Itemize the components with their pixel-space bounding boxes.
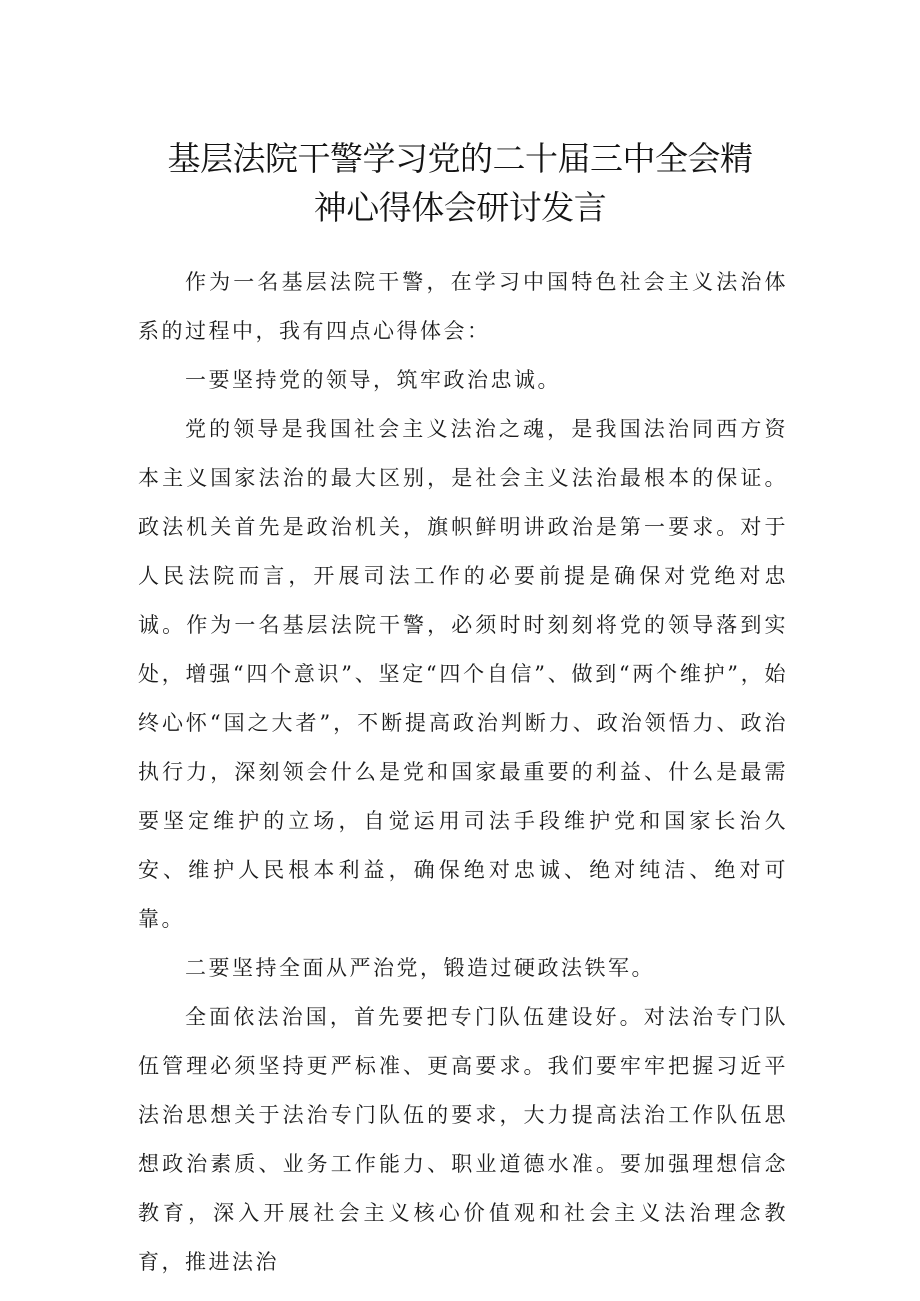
- document-title-line-1: 基层法院干警学习党的二十届三中全会精: [167, 139, 753, 178]
- document-title: [138, 134, 782, 232]
- intro-paragraph: 作为一名基层法院干警，在学习中国特色社会主义法治体系的过程中，我有四点心得体会：: [138, 270, 788, 343]
- body-paragraph-1: 党的领导是我国社会主义法治之魂，是我国法治同西方资本主义国家法治的最大区别，是社会主义法治最根本的保证。政法机关首先是政治机关，旗帜鲜明讲政治是第一要求。对于人民法院而言，开展司法工作的必要前提是确保对党绝对忠诚。作为一名基层法院干警，必须时时刻刻将党的领导落到实处，增强“四个意识”、坚定“四个自信”、做到“两个维护”，始终心怀“国之大者”，不断提高政治判断力、政治领悟力、政治执行力，深刻领会什么是党和国家最重要的利益、什么是最需要坚定维护的立场，自觉运用司法手段维护党和国家长治久安、维护人民根本利益，确保绝对忠诚、绝对纯洁、绝对可靠。: [138, 417, 788, 931]
- document-title-line-2: 神心得体会研讨发言: [313, 188, 607, 227]
- body-paragraph-2: 全面依法治国，首先要把专门队伍建设好。对法治专门队伍管理必须坚持更严标准、更高要求。我们要牢牢把握习近平法治思想关于法治专门队伍的要求，大力提高法治工作队伍思想政治素质、业务工作能力、职业道德水准。要加强理想信念教育，深入开展社会主义核心价值观和社会主义法治理念教育，推进法治: [138, 1005, 788, 1274]
- section-heading-1: 一要坚持党的领导，筑牢政治忠诚。: [185, 368, 561, 392]
- document-body: [138, 258, 788, 1287]
- section-heading-2: 二要坚持全面从严治党，锻造过硬政法铁军。: [185, 956, 655, 980]
